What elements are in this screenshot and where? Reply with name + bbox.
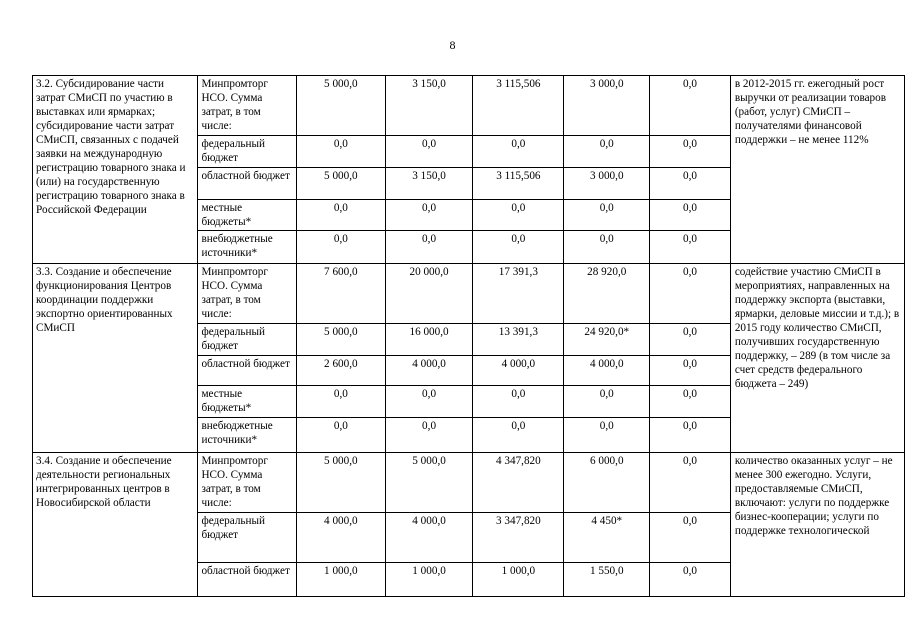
amount-cell: 3 000,0 <box>564 168 650 200</box>
activity-description: 3.4. Создание и обеспечение деятельности региональных интегрированных центров в Новосибирской области <box>33 453 198 597</box>
amount-cell: 5 000,0 <box>296 168 385 200</box>
table-row <box>33 264 905 324</box>
activity-description: 3.3. Создание и обеспечение функционирования Центров координации поддержки экспортно ориентированных СМиСП <box>33 264 198 453</box>
funding-source: местные бюджеты* <box>198 200 297 231</box>
amount-cell: 5 000,0 <box>296 324 385 356</box>
amount-cell: 13 391,3 <box>473 324 564 356</box>
funding-source: Минпромторг НСО. Сумма затрат, в том числе: <box>198 453 297 513</box>
amount-cell: 0,0 <box>650 264 731 324</box>
program-table <box>32 75 905 597</box>
amount-cell: 0,0 <box>296 200 385 231</box>
amount-cell: 0,0 <box>564 418 650 453</box>
amount-cell: 0,0 <box>650 200 731 231</box>
funding-source: федеральный бюджет <box>198 324 297 356</box>
amount-cell: 0,0 <box>650 324 731 356</box>
amount-cell: 0,0 <box>385 386 473 418</box>
expected-result: количество оказанных услуг – не менее 300 ежегодно. Услуги, предоставляемые СМиСП, включают: услуги по поддержке бизнес-кооперации; услуги по поддержке технологической <box>730 453 904 597</box>
amount-cell: 16 000,0 <box>385 324 473 356</box>
amount-cell: 5 000,0 <box>296 453 385 513</box>
amount-cell: 3 115,506 <box>473 168 564 200</box>
amount-cell: 4 000,0 <box>564 356 650 386</box>
amount-cell: 0,0 <box>650 453 731 513</box>
amount-cell: 0,0 <box>473 386 564 418</box>
funding-source: областной бюджет <box>198 563 297 597</box>
amount-cell: 5 000,0 <box>385 453 473 513</box>
expected-result: в 2012-2015 гг. ежегодный рост выручки от реализации товаров (работ, услуг) СМиСП – получателями финансовой поддержки – не менее 112% <box>730 76 904 264</box>
amount-cell: 1 000,0 <box>473 563 564 597</box>
amount-cell: 7 600,0 <box>296 264 385 324</box>
amount-cell: 0,0 <box>385 231 473 264</box>
amount-cell: 0,0 <box>385 136 473 168</box>
amount-cell: 4 000,0 <box>385 513 473 563</box>
amount-cell: 0,0 <box>385 418 473 453</box>
amount-cell: 2 600,0 <box>296 356 385 386</box>
funding-source: областной бюджет <box>198 356 297 386</box>
amount-cell: 17 391,3 <box>473 264 564 324</box>
amount-cell: 0,0 <box>564 136 650 168</box>
table-row <box>33 453 905 513</box>
amount-cell: 28 920,0 <box>564 264 650 324</box>
page-number: 8 <box>449 38 456 52</box>
amount-cell: 0,0 <box>650 231 731 264</box>
amount-cell: 0,0 <box>296 231 385 264</box>
expected-result: содействие участию СМиСП в мероприятиях, направленных на поддержку экспорта (выставки, ярмарки, деловые миссии и т.д.); в 2015 году количество СМиСП, получивших государственную поддержку, – 289 (в том числе за счет средств федерального бюджета – 249) <box>730 264 904 453</box>
amount-cell: 0,0 <box>473 200 564 231</box>
amount-cell: 0,0 <box>650 386 731 418</box>
amount-cell: 3 115,506 <box>473 76 564 136</box>
amount-cell: 4 000,0 <box>296 513 385 563</box>
amount-cell: 1 000,0 <box>385 563 473 597</box>
funding-source: федеральный бюджет <box>198 136 297 168</box>
table-row <box>33 76 905 136</box>
funding-source: Минпромторг НСО. Сумма затрат, в том числе: <box>198 264 297 324</box>
amount-cell: 0,0 <box>650 418 731 453</box>
amount-cell: 0,0 <box>650 168 731 200</box>
amount-cell: 1 550,0 <box>564 563 650 597</box>
amount-cell: 4 000,0 <box>385 356 473 386</box>
amount-cell: 24 920,0* <box>564 324 650 356</box>
amount-cell: 0,0 <box>650 513 731 563</box>
amount-cell: 5 000,0 <box>296 76 385 136</box>
amount-cell: 1 000,0 <box>296 563 385 597</box>
amount-cell: 0,0 <box>296 418 385 453</box>
amount-cell: 6 000,0 <box>564 453 650 513</box>
amount-cell: 0,0 <box>564 386 650 418</box>
amount-cell: 0,0 <box>473 231 564 264</box>
amount-cell: 0,0 <box>296 136 385 168</box>
funding-source: федеральный бюджет <box>198 513 297 563</box>
amount-cell: 4 347,820 <box>473 453 564 513</box>
amount-cell: 3 000,0 <box>564 76 650 136</box>
amount-cell: 4 000,0 <box>473 356 564 386</box>
amount-cell: 0,0 <box>385 200 473 231</box>
funding-source: местные бюджеты* <box>198 386 297 418</box>
funding-source: областной бюджет <box>198 168 297 200</box>
amount-cell: 0,0 <box>650 76 731 136</box>
amount-cell: 0,0 <box>564 200 650 231</box>
funding-source: внебюджетные источники* <box>198 418 297 453</box>
amount-cell: 3 150,0 <box>385 76 473 136</box>
amount-cell: 0,0 <box>296 386 385 418</box>
amount-cell: 0,0 <box>564 231 650 264</box>
funding-source: внебюджетные источники* <box>198 231 297 264</box>
activity-description: 3.2. Субсидирование части затрат СМиСП по участию в выставках или ярмарках; субсидирование части затрат СМиСП, связанных с подачей заявки на международную регистрацию товарного знака и (или) на государственную регистрацию товарного знака в Российской Федерации <box>33 76 198 264</box>
amount-cell: 3 347,820 <box>473 513 564 563</box>
amount-cell: 0,0 <box>473 136 564 168</box>
funding-source: Минпромторг НСО. Сумма затрат, в том числе: <box>198 76 297 136</box>
amount-cell: 0,0 <box>650 563 731 597</box>
amount-cell: 20 000,0 <box>385 264 473 324</box>
amount-cell: 0,0 <box>650 136 731 168</box>
amount-cell: 3 150,0 <box>385 168 473 200</box>
amount-cell: 4 450* <box>564 513 650 563</box>
amount-cell: 0,0 <box>473 418 564 453</box>
amount-cell: 0,0 <box>650 356 731 386</box>
